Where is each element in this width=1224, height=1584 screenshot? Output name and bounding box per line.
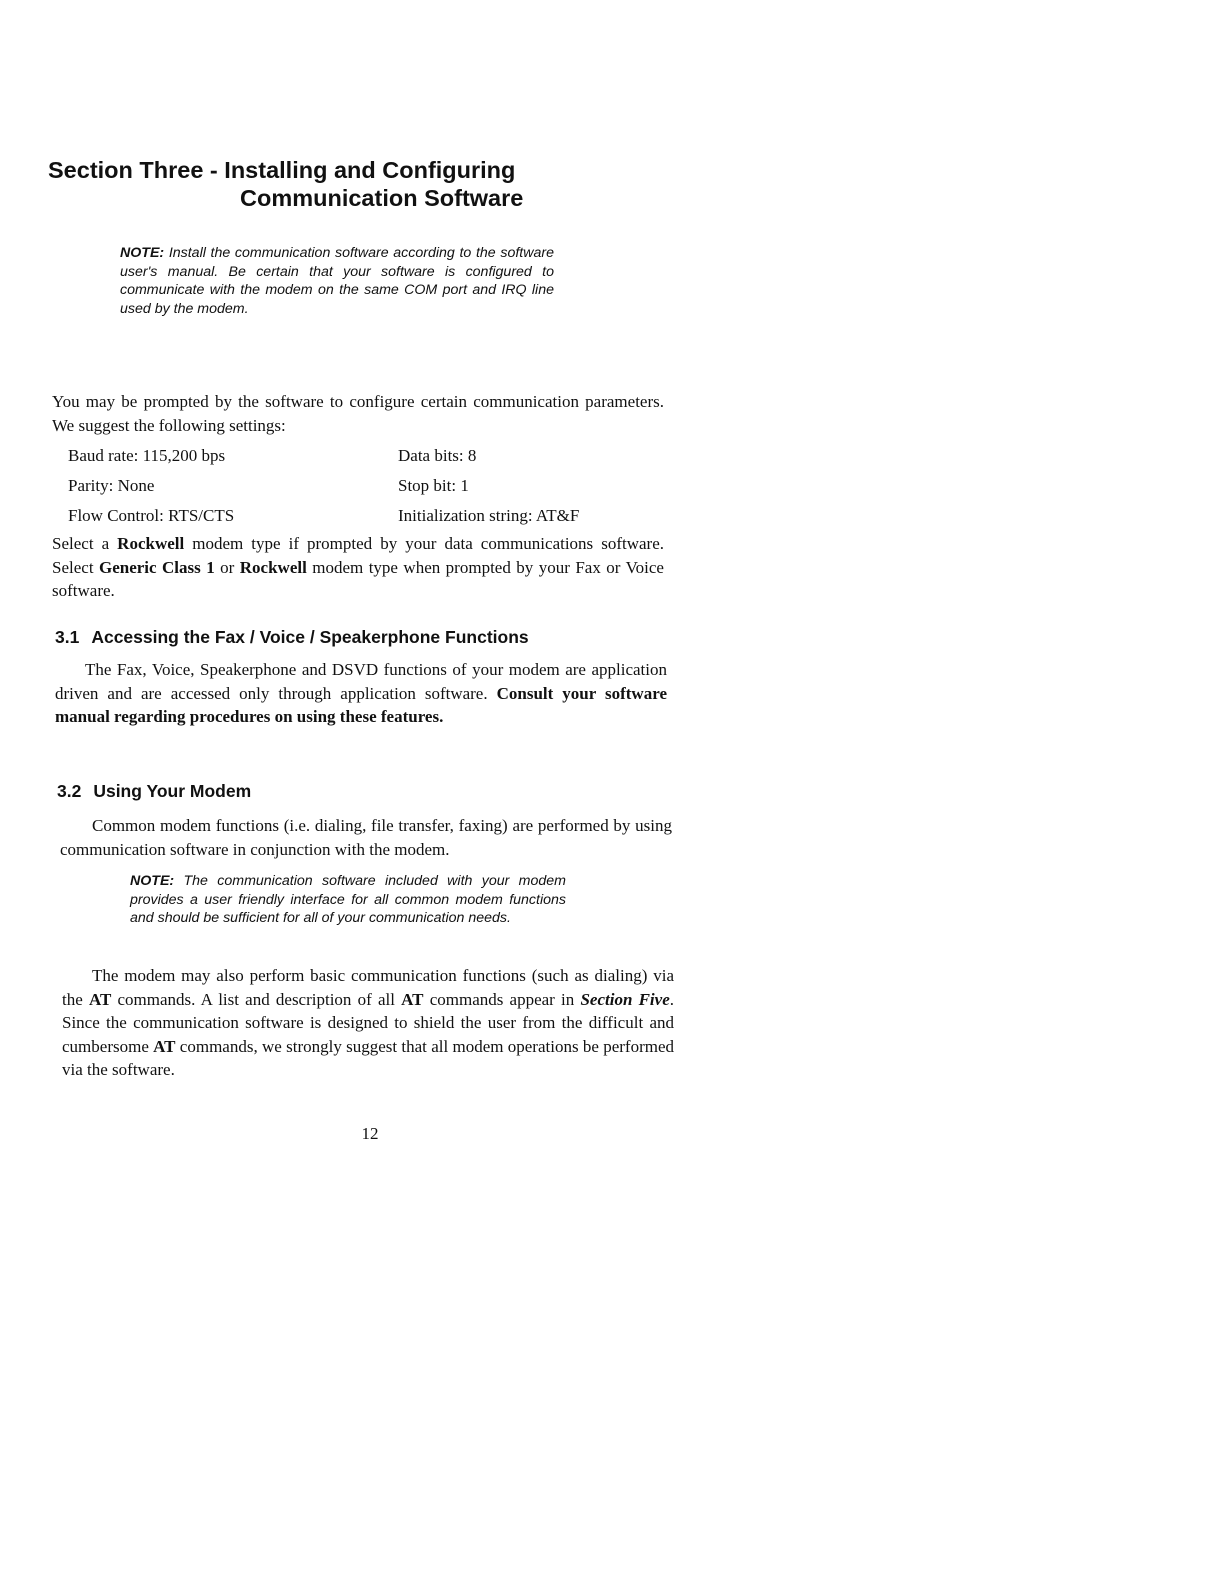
heading-3-2 [57,780,251,802]
at-term: AT [401,989,424,1009]
setting-parity: Parity: None [68,476,155,495]
settings-row [68,506,628,532]
heading-title: Using Your Modem [93,781,252,801]
generic-class-term: Generic Class 1 [98,557,215,577]
heading-title: Accessing the Fax / Voice / Speakerphone Functions [91,627,529,647]
text-run: The modem may also perform basic communication functions (such as dialing) via the [62,966,674,1009]
settings-row [68,476,628,502]
at-term: AT [153,1036,176,1056]
note-label: NOTE: [130,873,175,889]
rockwell-term: Rockwell [239,557,307,577]
text-run: or [214,557,240,577]
rockwell-term: Rockwell [117,534,185,553]
heading-number: 3.2 [57,781,82,801]
section-title-line1: Section Three - Installing and Configuring [48,157,516,183]
note-text: The communication software included with your modem provides a user friendly interface for all common modem functions and should be sufficient for all of your communication needs. [130,873,566,927]
fax-voice-paragraph [55,658,667,729]
text-run: modem type when prompted by your Fax or Voice software. [52,557,664,600]
text-run: modem type if prompted by your data communications software. Select [52,534,664,577]
page-number: 12 [361,1124,379,1143]
heading-number: 3.1 [55,627,80,647]
consult-manual-text: Consult your software manual regarding procedures on using these features. [55,683,667,726]
intro-paragraph: You may be prompted by the software to configure certain communication parameters. We suggest the following settings: [52,392,664,435]
text-run: commands. A list and description of all [111,989,402,1009]
setting-init-string: Initialization string: AT&F [398,506,580,525]
setting-stop-bit: Stop bit: 1 [398,476,469,495]
section-title-line2: Communication Software [240,185,524,211]
note-label: NOTE: [120,245,165,261]
text-run: . Since the communication software is designed to shield the user from the difficult and cumbersome [62,989,674,1056]
setting-data-bits: Data bits: 8 [398,446,477,465]
section-five-reference: Section Five [580,989,670,1009]
note-software [130,872,566,928]
note-text: Install the communication software according to the software user's manual. Be certain that your software is configured to communicate with the modem on the same COM port and IRQ line used by the modem. [120,245,554,317]
heading-3-1 [55,626,529,648]
section-title [48,156,588,212]
text-run: commands, we strongly suggest that all modem operations be performed via the software. [62,1036,674,1079]
setting-flow-control: Flow Control: RTS/CTS [68,506,235,525]
settings-row [68,446,628,472]
at-commands-paragraph [62,964,674,1082]
text-run: The Fax, Voice, Speakerphone and DSVD functions of your modem are application driven and are accessed only through application software. [55,660,667,703]
text-run: Select a [52,534,118,553]
text-run: commands appear in [423,989,581,1009]
using-modem-paragraph: Common modem functions (i.e. dialing, file transfer, faxing) are performed by using communication software in conjunction with the modem. [60,816,672,859]
setting-baud-rate: Baud rate: 115,200 bps [68,446,226,465]
note-install [120,244,554,318]
at-term: AT [88,989,112,1009]
modem-type-paragraph [52,532,664,603]
